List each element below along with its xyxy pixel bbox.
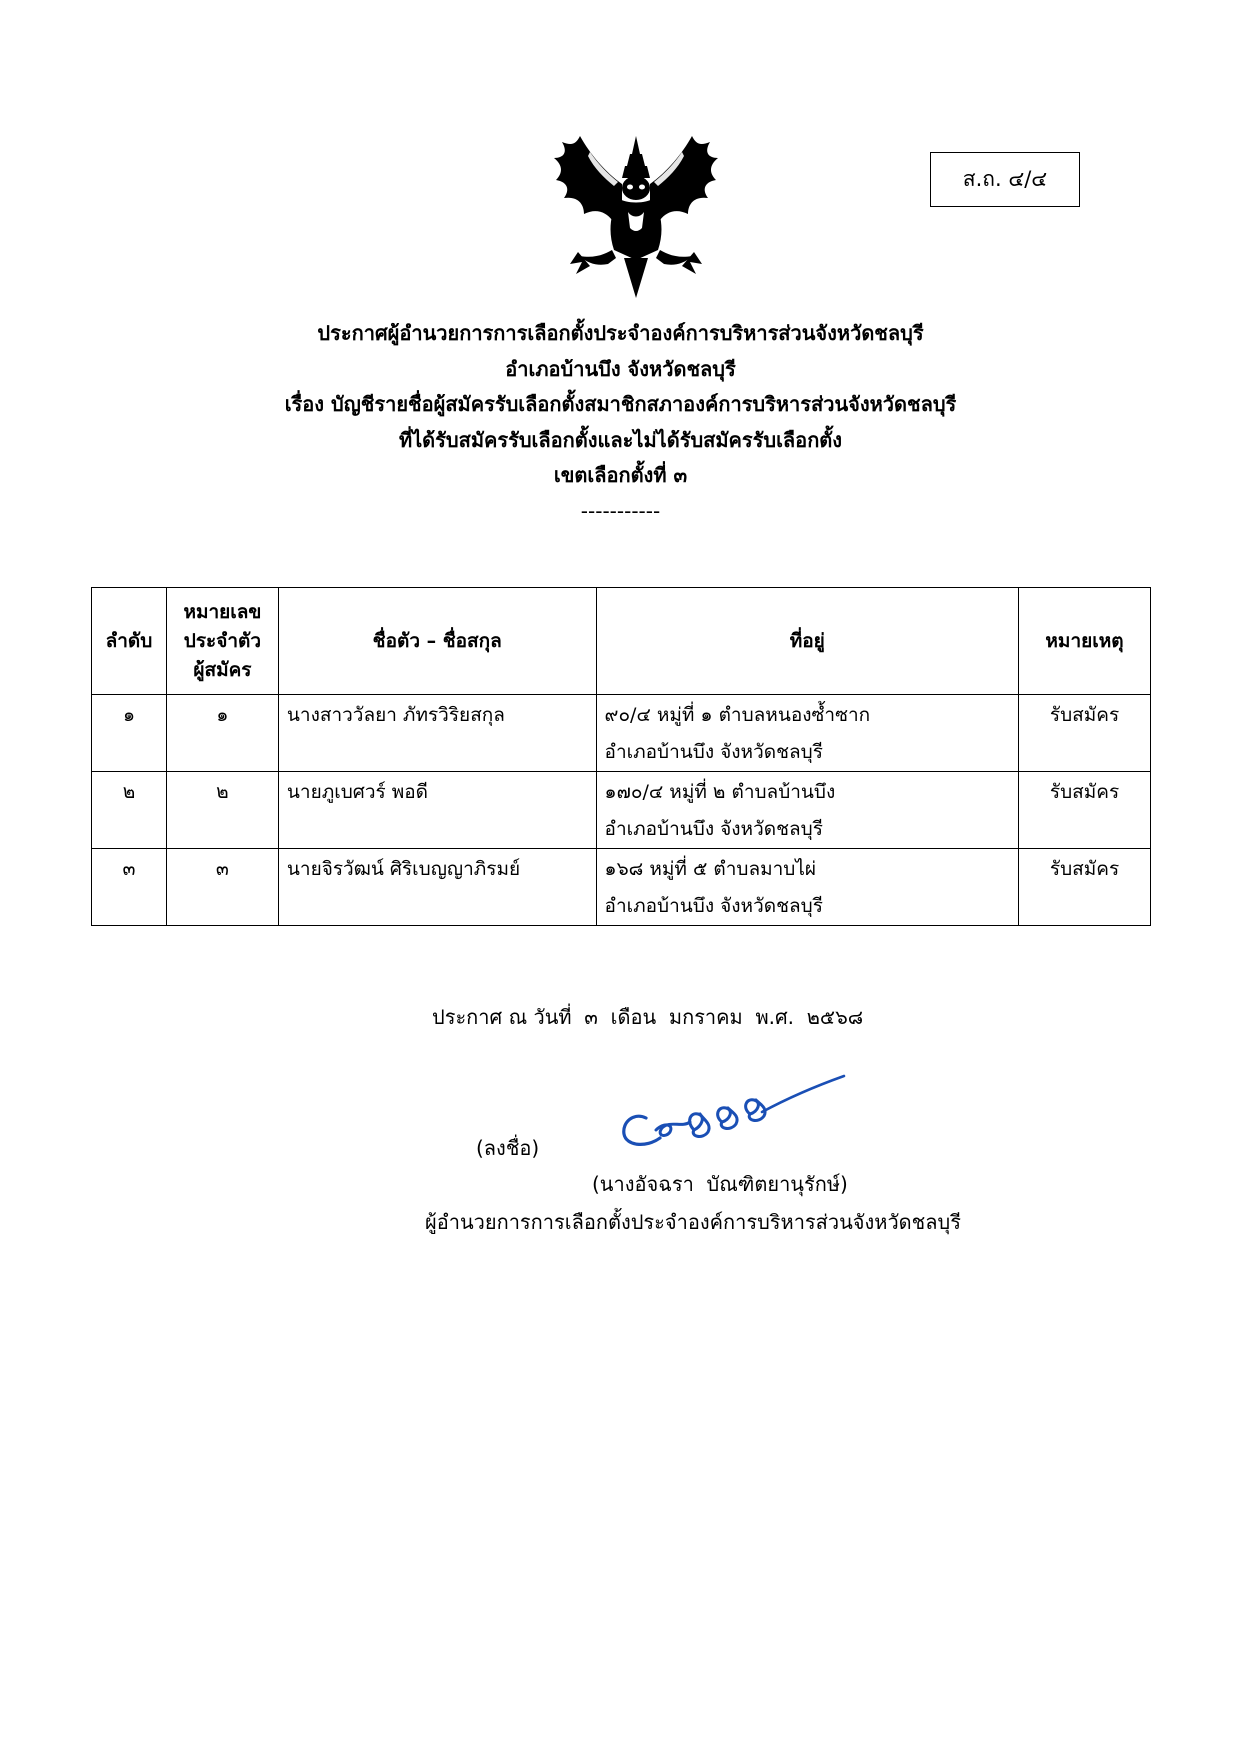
- form-code-box: [930, 152, 1080, 207]
- signature-label: (ลงชื่อ): [476, 1136, 540, 1160]
- cell-order: ๑: [92, 695, 167, 772]
- heading-line-1: ประกาศผู้อำนวยการการเลือกตั้งประจำองค์การบริหารส่วนจังหวัดชลบุรี: [317, 321, 924, 345]
- cell-address: [596, 695, 1018, 772]
- header-candidate-number: [166, 588, 278, 695]
- cell-order: ๒: [92, 772, 167, 849]
- address-line-2: อำเภอบ้านบึง จังหวัดชลบุรี: [604, 895, 823, 917]
- cell-name: นายจิรวัฒน์ ศิริเบญญาภิรมย์: [278, 849, 596, 926]
- header-number-line-3: ผู้สมัคร: [193, 658, 252, 681]
- cell-address: [596, 772, 1018, 849]
- heading-line-3: เรื่อง บัญชีรายชื่อผู้สมัครรับเลือกตั้งสมาชิกสภาองค์การบริหารส่วนจังหวัดชลบุรี: [284, 392, 957, 416]
- cell-number: ๒: [166, 772, 278, 849]
- cell-name: นายภูเบศวร์ พอดี: [278, 772, 596, 849]
- address-line-1: ๑๗๐/๔ หมู่ที่ ๒ ตำบลบ้านบึง: [604, 781, 836, 803]
- cell-remark: รับสมัคร: [1019, 849, 1151, 926]
- heading-line-2: อำเภอบ้านบึง จังหวัดชลบุรี: [505, 356, 736, 381]
- cell-order: ๓: [92, 849, 167, 926]
- heading-divider: -----------: [580, 498, 661, 523]
- cell-name: นางสาววัลยา ภัทรวิริยสกุล: [278, 695, 596, 772]
- header-address: ที่อยู่: [596, 588, 1018, 695]
- address-line-1: ๙๐/๔ หมู่ที่ ๑ ตำบลหนองซ้ำซาก: [604, 704, 871, 726]
- header-name: ชื่อตัว – ชื่อสกุล: [278, 588, 596, 695]
- address-line-1: ๑๖๘ หมู่ที่ ๕ ตำบลมาบไผ่: [604, 858, 817, 880]
- header-order: ลำดับ: [92, 588, 167, 695]
- header-remark: หมายเหตุ: [1019, 588, 1151, 695]
- cell-remark: รับสมัคร: [1019, 772, 1151, 849]
- handwritten-signature: [612, 1072, 848, 1158]
- candidate-table: [91, 587, 1151, 926]
- table-row: [92, 695, 1151, 772]
- form-code: ส.ถ. ๔/๔: [962, 167, 1048, 191]
- document-heading: [0, 316, 1241, 529]
- table-row: [92, 849, 1151, 926]
- heading-line-5: เขตเลือกตั้งที่ ๓: [553, 463, 688, 487]
- table-header-row: [92, 588, 1151, 695]
- table-row: [92, 772, 1151, 849]
- cell-number: ๓: [166, 849, 278, 926]
- signer-name: (นางอัจฉรา บัณฑิตยานุรักษ์): [592, 1172, 848, 1196]
- garuda-emblem-icon: [550, 132, 722, 300]
- heading-line-4: ที่ได้รับสมัครรับเลือกตั้งและไม่ได้รับสมัครรับเลือกตั้ง: [398, 427, 843, 452]
- announcement-date: ประกาศ ณ วันที่ ๓ เดือน มกราคม พ.ศ. ๒๕๖๘: [432, 1005, 864, 1029]
- address-line-2: อำเภอบ้านบึง จังหวัดชลบุรี: [604, 818, 823, 840]
- cell-address: [596, 849, 1018, 926]
- address-line-2: อำเภอบ้านบึง จังหวัดชลบุรี: [604, 741, 823, 763]
- cell-remark: รับสมัคร: [1019, 695, 1151, 772]
- header-number-line-1: หมายเลข: [183, 600, 262, 623]
- header-number-line-2: ประจำตัว: [183, 629, 262, 652]
- signer-title: ผู้อำนวยการการเลือกตั้งประจำองค์การบริหารส่วนจังหวัดชลบุรี: [425, 1210, 961, 1234]
- cell-number: ๑: [166, 695, 278, 772]
